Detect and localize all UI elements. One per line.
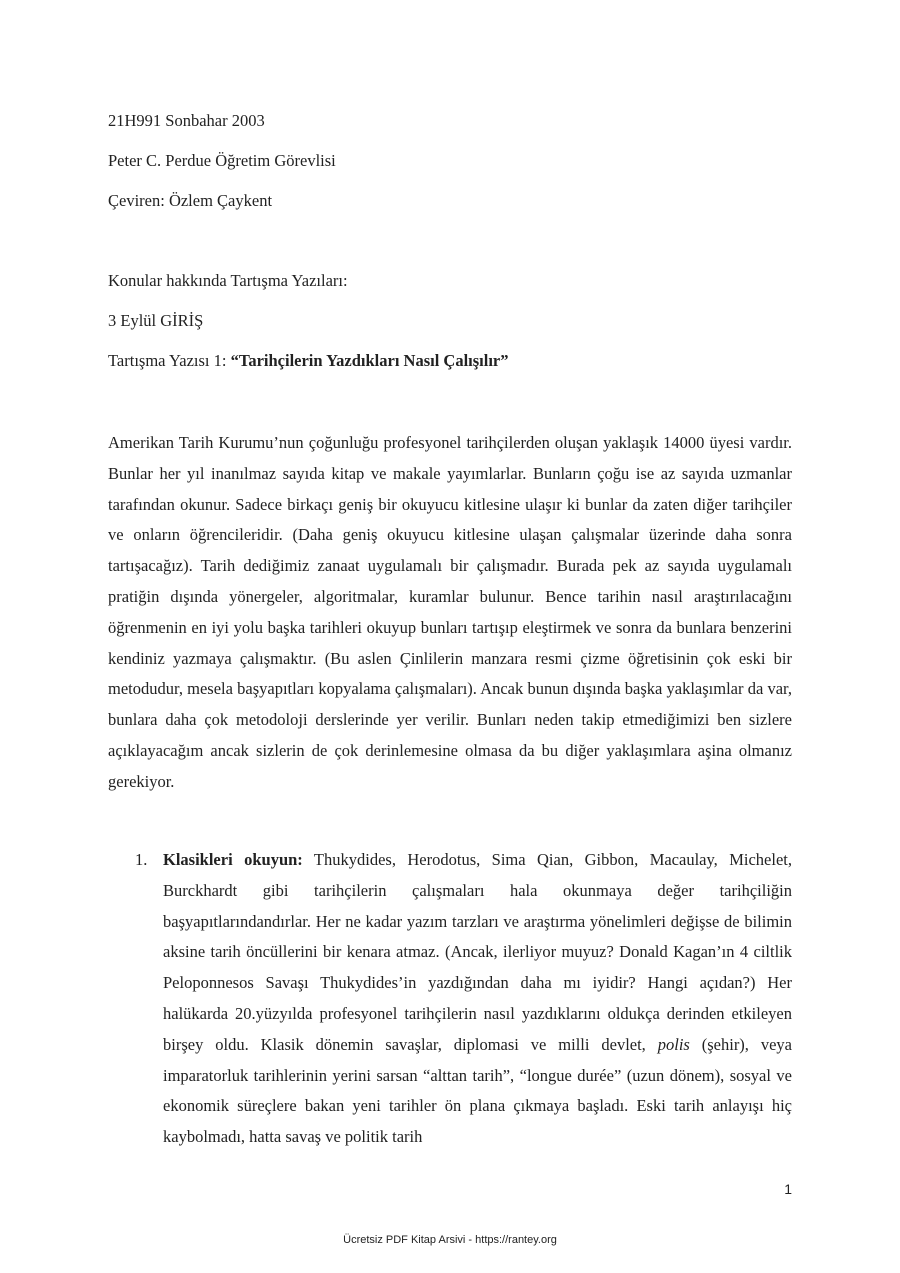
list-item-italic: polis	[657, 1034, 690, 1054]
paper-title-line	[108, 351, 509, 371]
list-item	[108, 845, 792, 1153]
paper-title: “Tarihçilerin Yazdıkları Nasıl Çalışılır”	[230, 351, 509, 370]
page-number: 1	[784, 1181, 792, 1197]
translator-line: Çeviren: Özlem Çaykent	[108, 191, 273, 210]
paper-prefix: Tartışma Yazısı 1:	[108, 351, 231, 370]
topics-label: Konular hakkında Tartışma Yazıları:	[108, 271, 348, 290]
footer-text: Ücretsiz PDF Kitap Arsivi - https://rantey.org	[343, 1234, 557, 1246]
list-item-number: 1.	[135, 850, 148, 869]
intro-paragraph: Amerikan Tarih Kurumu’nun çoğunluğu profesyonel tarihçilerden oluşan yaklaşık 14000 üyesi vardır. Bunlar her yıl inanılmaz sayıda kitap ve makale yayımlarlar. Bunların çoğu ise az sayıda uzmanlar tarafından okunur. Sadece birkaçı geniş bir okuyucu kitlesine ulaşır ki bunlar da zaten diğer tarihçiler ve onların öğrencileridir. (Daha geniş okuyucu kitlesine ulaşan çalışmalar üzerinde daha sonra tartışacağız). Tarih dediğimiz zanaat uygulamalı bir çalışmadır. Burada pek az sayıda uygulamalı pratiğin dışında yönergeler, algoritmalar, kuramlar bulunur. Bence tarihin nasıl araştırılacağını öğrenmenin en iyi yolu başka tarihleri okuyup bunları tartışıp eleştirmek ve sonra da bunlara benzerini kendiniz yazmaya çalışmaktır. (Bu aslen Çinlilerin manzara resmi çizme öğretisinin çok eski bir metodudur, mesela başyapıtları kopyalama çalışmaları). Ancak bunun dışında başka yaklaşımlar da var, bunlara daha çok metodoloji derslerinde yer verilir. Bunları neden takip etmediğimizi ben sizlere açıklayacağım ancak sizlerin de çok derinlemesine olmasa da bu diğer yaklaşımlara aşina olmanız gerekiyor.	[108, 433, 792, 791]
course-line: 21H991 Sonbahar 2003	[108, 111, 265, 130]
list-item-heading: Klasikleri okuyun:	[163, 850, 303, 869]
date-line: 3 Eylül GİRİŞ	[108, 311, 204, 330]
list-item-text-cont: (şehir), veya imparatorluk tarihlerinin yerini sarsan “alttan tarih”, “longue durée” (uzun dönem), sosyal ve ekonomik süreçlere bakan yeni tarihler ön plana çıkmaya başladı. Eski tarih anlayışı hiç kaybolmadı, hatta savaş ve politik tarih	[163, 1034, 792, 1147]
numbered-list	[108, 845, 792, 1153]
list-item-text: Thukydides, Herodotus, Sima Qian, Gibbon, Macaulay, Michelet, Burckhardt gibi tarihçilerin çalışmaları hala okunmaya değer tarihçiliğin başyapıtlarındandırlar. Her ne kadar yazım tarzları ve araştırma yönelimleri değişse de bilimin aksine tarih öncüllerini bir kenara atmaz. (Ancak, ilerliyor muyuz? Donald Kagan’ın 4 ciltlik Peloponnesos Savaşı Thukydides’in yazdığından daha mı iyidir? Hangi açıdan?) Her halükarda 20.yüzyılda profesyonel tarihçilerin nasıl yazdıklarını oldukça derinden etkileyen birşey oldu. Klasik dönemin savaşlar, diplomasi ve milli devlet,	[163, 850, 792, 1054]
instructor-line: Peter C. Perdue Öğretim Görevlisi	[108, 151, 336, 170]
